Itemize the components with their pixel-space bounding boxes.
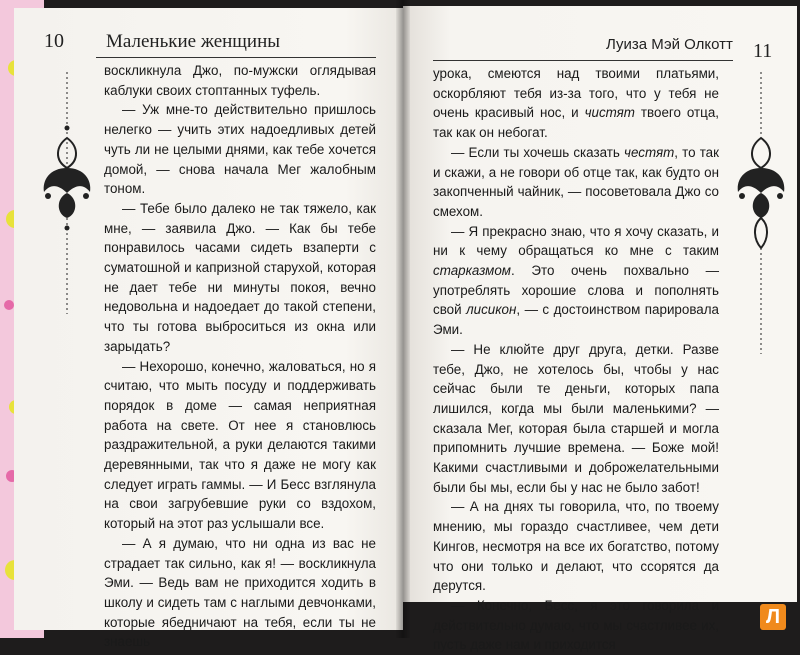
emphasis-text: старказмом (433, 263, 511, 279)
vine-ornament-icon (36, 68, 98, 318)
paragraph: — А я думаю, что ни одна из вас не страдает так сильно, как я! — воскликнула Эми. — Ведь вам не приходится ходить в школу и сидеть там с наглыми девчонками, которые ябедничают на тебя, если ты не знаешь (104, 535, 376, 650)
paragraph: — Нехорошо, конечно, жаловаться, но я считаю, что мыть посуду и поддерживать порядок в доме — самая неприятная работа на свете. От нее я становлюсь раздражительной, а руки делаются такими деревянными, так что я даже не могу как следует играть гаммы. — И Бесс взглянула на свои загрубевшие руки со вздохом, который на этот раз услышали все. (104, 358, 376, 532)
paragraph (433, 222, 719, 340)
running-title: Маленькие женщины (106, 31, 281, 52)
book-gutter (396, 0, 410, 638)
paragraph: — Не клюйте друг друга, детки. Разве тебе, Джо, не хотелось бы, чтобы у нас сейчас были те деньги, которых папа лишился, когда мы были маленькими? — сказала Мег, которая была старшей и могла припомнить лучшие времена. — Боже мой! Какими счастливыми и доброжелательными были бы мы, если бы у нас не было забот! (433, 341, 719, 495)
text-run: — Если ты хочешь сказать (451, 144, 625, 160)
paragraph: — Уж мне-то действительно пришлось нелегко — учить этих надоедливых детей чуть ли не целыми днями, как тебе хочется домой, — снова начала Мег жалобным тоном. (104, 102, 376, 197)
left-body-text (104, 61, 376, 652)
header-rule (433, 60, 733, 61)
running-author: Луиза Мэй Олкотт (606, 36, 733, 53)
text-run: , то так и скажи, а не говори об отце так, как будто он закопченный чайник, — посоветовала Джо со смехом. (433, 144, 719, 219)
header-rule (96, 57, 376, 58)
emphasis-text: честят (624, 144, 675, 160)
paragraph: — Тебе было далеко не так тяжело, как мне, — заявила Джо. — Как бы тебе понравилось часами сидеть взаперти с суматошной и капризной старухой, которая не дает тебе ни минуты покоя, вечно недовольна и надоедает до такой степени, что ты готова выброситься из окна или зарыдать? (104, 200, 376, 354)
paragraph (433, 143, 719, 222)
vine-ornament-icon (730, 68, 792, 358)
page-number: 10 (44, 30, 64, 52)
page-number: 11 (753, 40, 773, 62)
text-run: . Это очень похвально — употреблять хорошие слова и пополнять свой (433, 263, 719, 318)
emphasis-text: чистят (584, 105, 635, 121)
publisher-logo-icon: Л (760, 604, 786, 630)
right-body-text (433, 64, 719, 655)
left-page (14, 8, 403, 650)
paragraph: — А на днях ты говорила, что, по твоему мнению, мы гораздо счастливее, чем дети Кингов, несмотря на все их богатство, потому что они только и делают, что ссорятся да дерутся. (433, 499, 719, 594)
text-run: твоего отца, так как он небогат. (433, 105, 719, 141)
emphasis-text: лисикон (466, 302, 517, 318)
text-run: — Я прекрасно знаю, что я хочу сказать, и ни к чему обращаться ко мне с таким (433, 223, 719, 259)
right-page (403, 6, 797, 653)
text-run: урока, смеются над твоими платьями, оскорбляют тебя из-за того, что у тебя не очень красивый нос, и (433, 66, 719, 121)
text-run: , — с достоинством парировала Эми. (433, 302, 719, 338)
paragraph: — Конечно, Бесс, я это говорила и действительно думаю, что мы счастливее их, пусть даже нам и приходится (433, 597, 719, 653)
paragraph (433, 64, 719, 143)
paragraph: воскликнула Джо, по-мужски оглядывая каблуки своих стоптанных туфель. (104, 63, 376, 98)
